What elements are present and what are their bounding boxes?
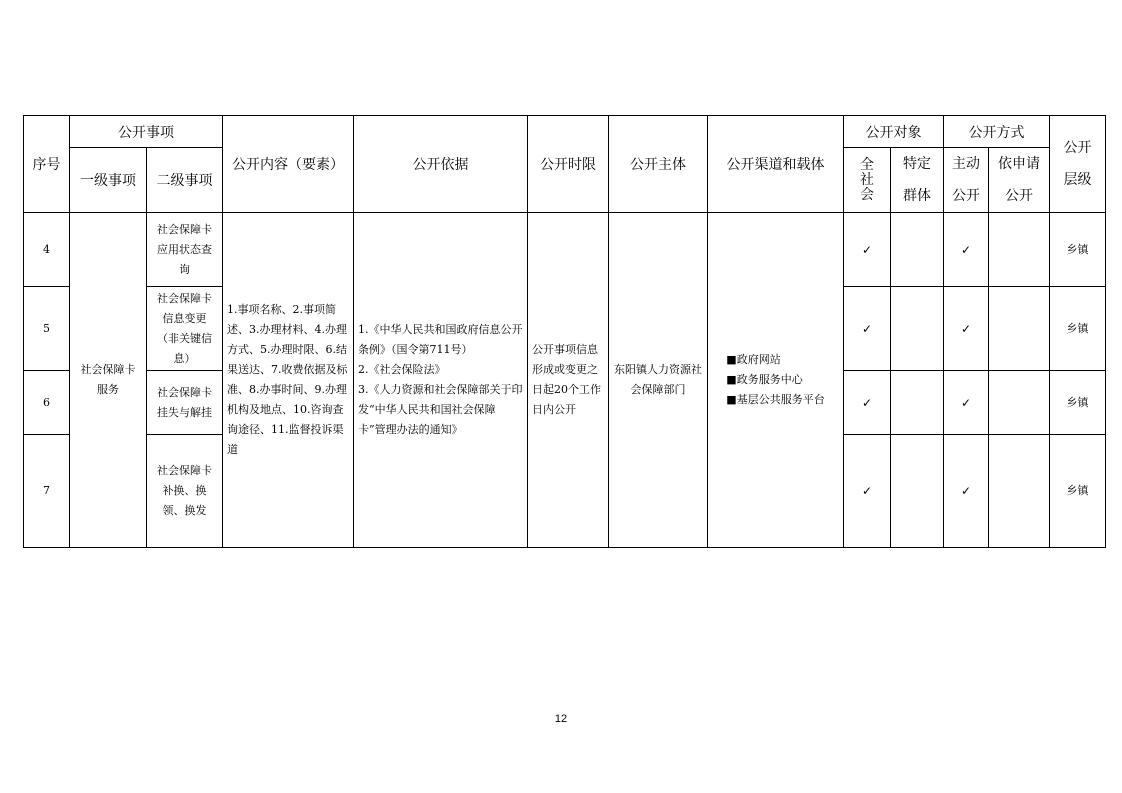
header-level2: 二级事项: [147, 148, 223, 213]
header-items: 公开事项: [70, 116, 223, 148]
level2-item-text: 社会保障卡信息变更（非关键信息）: [157, 291, 212, 365]
check-active-icon: ✓: [944, 371, 989, 435]
header-method-active: [944, 148, 989, 213]
header-method-active-text: 主动公开: [952, 156, 980, 204]
header-basis: 公开依据: [354, 116, 528, 213]
row-seq: 4: [24, 213, 70, 287]
basis-item: 1.《中华人民共和国政府信息公开条例》（国令第711号）: [358, 323, 523, 356]
row-seq: 7: [24, 435, 70, 548]
check-apply: [989, 435, 1050, 548]
level1-item-text: 社会保障卡服务: [80, 363, 136, 396]
level2-item: [147, 435, 223, 548]
content-elements-text: 1.事项名称、2.事项简述、3.办理材料、4.办理方式、5.办理时限、6.结果送达、7.收费依据及标准、8.办事时间、9.办理机构及地点、10.咨询查询途径、11.监督投诉渠道: [227, 303, 348, 456]
header-target: 公开对象: [844, 116, 944, 148]
row-tier: 乡镇: [1050, 435, 1106, 548]
basis-item: 2.《社会保险法》: [358, 363, 446, 376]
page-number: 12: [554, 713, 568, 725]
header-method-apply: [989, 148, 1050, 213]
row-tier: 乡镇: [1050, 371, 1106, 435]
channel-list: [726, 350, 824, 410]
header-tier-text: 公开层级: [1063, 140, 1092, 188]
check-active-icon: ✓: [944, 213, 989, 287]
check-apply: [989, 213, 1050, 287]
header-target-all: [844, 148, 891, 213]
check-specific: [891, 371, 944, 435]
header-subject: 公开主体: [609, 116, 708, 213]
row-seq: 6: [24, 371, 70, 435]
check-apply: [989, 287, 1050, 371]
disclosure-channels: [708, 213, 844, 548]
level1-item: [70, 213, 147, 548]
check-all-icon: ✓: [844, 213, 891, 287]
level2-item: [147, 371, 223, 435]
level2-item: [147, 213, 223, 287]
check-specific: [891, 213, 944, 287]
check-all-icon: ✓: [844, 287, 891, 371]
row-tier: 乡镇: [1050, 287, 1106, 371]
disclosure-subject: [609, 213, 708, 548]
subject-text: 东阳镇人力资源社会保障部门: [614, 363, 702, 396]
header-target-specific-text: 特定群体: [903, 156, 931, 204]
disclosure-table: [23, 115, 1106, 548]
header-method-apply-text: 依申请公开: [998, 156, 1040, 204]
check-apply: [989, 371, 1050, 435]
row-tier: 乡镇: [1050, 213, 1106, 287]
time-limit-text: 公开事项信息形成或变更之日起20个工作日内公开: [532, 343, 601, 416]
basis-item: 3.《人力资源和社会保障部关于印发“中华人民共和国社会保障卡”管理办法的通知》: [358, 383, 523, 436]
check-active-icon: ✓: [944, 435, 989, 548]
time-limit: [528, 213, 609, 548]
header-channel: 公开渠道和载体: [708, 116, 844, 213]
check-all-icon: ✓: [844, 371, 891, 435]
header-time-limit: 公开时限: [528, 116, 609, 213]
check-active-icon: ✓: [944, 287, 989, 371]
check-all-icon: ✓: [844, 435, 891, 548]
header-level1: 一级事项: [70, 148, 147, 213]
header-content: 公开内容（要素）: [223, 116, 354, 213]
header-tier: [1050, 116, 1106, 213]
disclosure-basis: [354, 213, 528, 548]
channel-item: ■政府网站: [726, 353, 781, 366]
row-seq: 5: [24, 287, 70, 371]
channel-item: ■基层公共服务平台: [726, 393, 825, 406]
header-row-1: [24, 116, 1106, 148]
table-row: [24, 213, 1106, 287]
header-target-all-text: 全社会: [860, 156, 874, 203]
check-specific: [891, 287, 944, 371]
level2-item-text: 社会保障卡应用状态查询: [157, 222, 212, 276]
level2-item-text: 社会保障卡补换、换领、换发: [157, 464, 212, 517]
level2-item: [147, 287, 223, 371]
header-method: 公开方式: [944, 116, 1050, 148]
level2-item-text: 社会保障卡挂失与解挂: [157, 385, 212, 419]
channel-item: ■政务服务中心: [726, 373, 803, 386]
check-specific: [891, 435, 944, 548]
content-elements: [223, 213, 354, 548]
header-target-specific: [891, 148, 944, 213]
header-seq: 序号: [24, 116, 70, 213]
